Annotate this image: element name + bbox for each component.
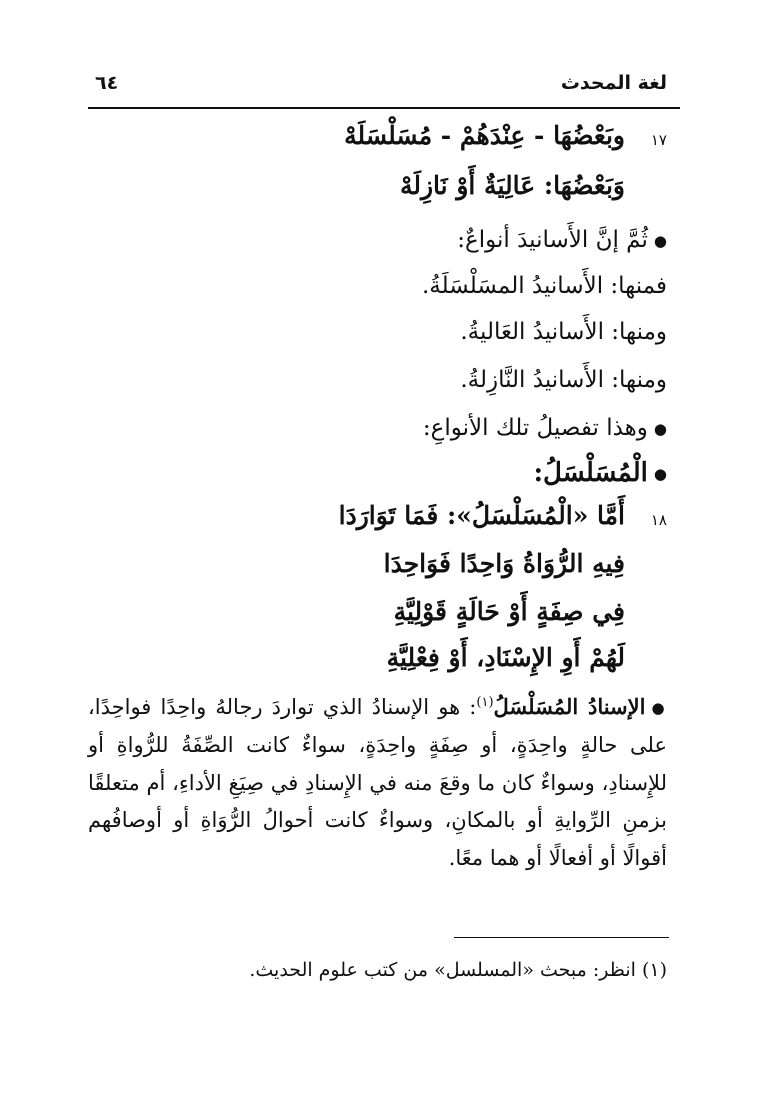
footnote: (١) انظر: مبحث «المسلسل» من كتب علوم الحديث. — [249, 959, 667, 981]
definition-text: : هو الإسنادُ الذي تواردَ رجالهُ واحِدًا فواحِدًا، على حالةٍ واحِدَةٍ، أو صِفَةٍ واحِدَةٍ، سواءٌ كانت الصِّفَةُ للرُّواةِ أو للإِسنادِ، وسواءٌ كان ما وقعَ منه في الإِسنادِ في صِيَغِ الأداءِ، أم متعلقًا بزمنِ الرِّوايةِ أو بالمكانِ، وسواءٌ كانت أحوالُ الرُّوَاةِ أو أوصافُهم أقوالًا أو أفعالًا أو هما معًا. — [88, 695, 667, 870]
verse-text: أَمَّا «الْمُسَلْسَلُ»: فَمَا تَوَارَدَا — [338, 501, 625, 530]
verse-text: فِي صِفَةٍ أَوْ حَالَةٍ قَوْلِيَّةِ — [393, 597, 625, 626]
types-detail: ● وهذا تفصيلُ تلك الأنواعِ: — [88, 410, 667, 447]
bullet — [645, 695, 667, 719]
section-heading: ● الْمُسَلْسَلُ: — [88, 455, 667, 492]
verse-text: وبَعْضُهَا - عِنْدَهُمْ - مُسَلْسَلَهْ — [344, 121, 625, 150]
definition-paragraph — [88, 684, 667, 877]
footnote-reference[interactable]: (١) — [476, 695, 494, 710]
type-item-low: ومنها: الأَسانيدُ النَّازِلةُ. — [460, 367, 667, 393]
header-divider — [88, 107, 680, 109]
verse-text: فِيهِ الرُّوَاةُ وَاحِدًا فَوَاحِدَا — [383, 549, 625, 578]
footnote-divider — [454, 937, 669, 938]
definition-term: الإسنادُ المُسَلْسَلُ — [493, 694, 646, 719]
verse-text: لَهُمْ أَوِ الإِسْنَادِ، أَوْ فِعْلِيَّةِ — [386, 643, 625, 672]
verse-number: ١٧ — [650, 131, 667, 149]
types-intro: ● ثُمَّ إنَّ الأَسانيدَ أنواعٌ: — [88, 222, 667, 259]
type-item-high: ومنها: الأَسانيدُ العَاليةُ. — [460, 319, 667, 345]
verse-text: وَبَعْضُهَا: عَالِيَةٌ أَوْ نَازِلَهْ — [399, 171, 625, 200]
verse-number: ١٨ — [650, 511, 667, 529]
page-number: ٦٤ — [95, 72, 119, 94]
running-header-title: لغة المحدث — [560, 72, 667, 94]
type-item-chained: فمنها: الأَسانيدُ المسَلْسَلَةُ. — [421, 273, 667, 299]
